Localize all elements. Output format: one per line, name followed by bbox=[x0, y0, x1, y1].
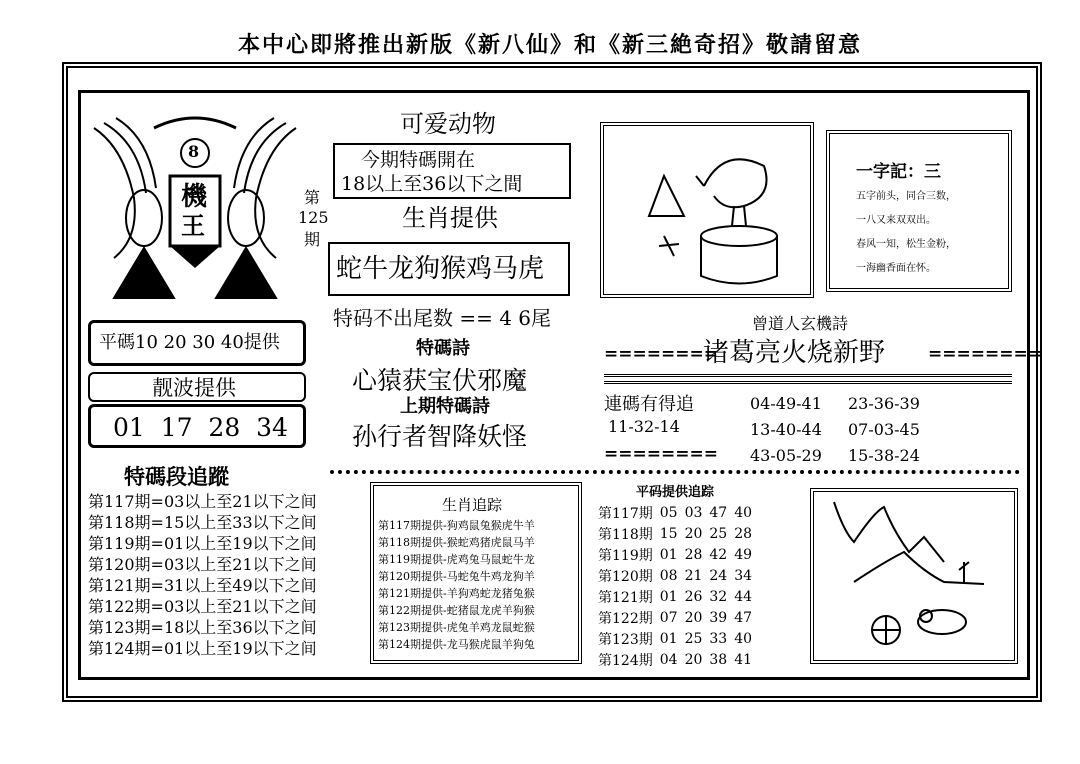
shengxiao-zhui-title: 生肖追踪 bbox=[442, 496, 503, 514]
pingma-zhui-number: 40 bbox=[734, 504, 753, 521]
lianma-first: 11-32-14 bbox=[608, 417, 680, 436]
lianma-value: 43-05-29 bbox=[750, 446, 822, 465]
shengxiao-zhui-list bbox=[378, 520, 535, 650]
lianma-short-bar: ======== bbox=[604, 444, 718, 464]
xuanji-label: 曾道人玄機詩 bbox=[752, 314, 849, 333]
pingma-zhui-row bbox=[598, 544, 759, 565]
lianma-col2 bbox=[848, 396, 920, 464]
shengxiao-box bbox=[328, 242, 570, 296]
prev-poem-text: 孙行者智降妖怪 bbox=[352, 422, 528, 451]
pingma-zhui-number: 49 bbox=[734, 546, 753, 563]
pingma-zhui-row bbox=[598, 649, 759, 670]
pingma-zhui-number: 05 bbox=[659, 504, 678, 521]
pingma-zhui-number: 25 bbox=[709, 525, 728, 542]
duan-row: 第121期=31以上至49以下之间 bbox=[88, 576, 317, 595]
pingma-zhui-number: 04 bbox=[659, 651, 678, 668]
duan-row: 第118期=15以上至33以下之间 bbox=[88, 513, 317, 532]
pingma-zhui-number: 01 bbox=[659, 546, 678, 563]
shengxiao-zhui-row: 第118期提供-猴蛇鸡猪虎鼠马羊 bbox=[378, 536, 535, 549]
pingma-zhui-issue: 第119期 bbox=[598, 547, 653, 564]
pingma-zhui-row bbox=[598, 628, 759, 649]
xuanji-rule bbox=[604, 381, 1012, 384]
crane-picture bbox=[604, 126, 810, 294]
pingma-zhui-number: 21 bbox=[684, 567, 703, 584]
shengxiao-zhui-row: 第124期提供-龙马猴虎鼠羊狗兔 bbox=[378, 638, 535, 651]
pingma-zhui-issue: 第118期 bbox=[598, 526, 653, 543]
pingma-zhui-number: 28 bbox=[684, 546, 703, 563]
xuanji-rule bbox=[604, 374, 1012, 377]
mountain-picture bbox=[814, 492, 1014, 660]
pingma-text: 平碼10 20 30 40提供 bbox=[99, 332, 280, 353]
pingma-zhui-number: 41 bbox=[734, 651, 753, 668]
lianma-label: 連碼有得追 bbox=[604, 394, 694, 415]
pingma-zhui-number: 26 bbox=[684, 588, 703, 605]
pingma-zhui-title: 平码提供追踪 bbox=[636, 485, 715, 500]
shengxiao-zhui-box bbox=[370, 482, 582, 664]
duan-title: 特碼段追蹤 bbox=[124, 464, 229, 489]
pingma-zhui-number: 47 bbox=[734, 609, 753, 626]
weishu-text: 特码不出尾数 == 4 6尾 bbox=[333, 306, 552, 330]
shengxiao-zhui-row: 第122期提供-蛇猪鼠龙虎羊狗猴 bbox=[378, 604, 535, 617]
pingma-zhui-issue: 第120期 bbox=[598, 568, 653, 585]
pingma-zhui-number: 32 bbox=[709, 588, 728, 605]
pingma-zhui-row bbox=[598, 502, 759, 523]
xuanji-title: 诸葛亮火烧新野 bbox=[703, 338, 886, 368]
issue-prefix: 第 bbox=[304, 188, 321, 207]
pingma-zhui-row bbox=[598, 586, 759, 607]
shengxiao-title: 生肖提供 bbox=[402, 204, 498, 232]
pingma-zhui-row bbox=[598, 607, 759, 628]
crane-picture-frame bbox=[600, 122, 814, 298]
shengxiao-zhui-row: 第121期提供-羊狗鸡蛇龙猪兔猴 bbox=[378, 587, 535, 600]
section-divider bbox=[330, 470, 1020, 474]
pingma-zhui-number: 24 bbox=[709, 567, 728, 584]
pingma-zhui-table bbox=[598, 502, 759, 670]
shengxiao-zhui-row: 第117期提供-狗鸡鼠兔猴虎牛羊 bbox=[378, 519, 535, 532]
mountain-picture-frame bbox=[810, 488, 1018, 664]
logo-sign-line1: 機 bbox=[181, 182, 208, 212]
pingma-zhui-number: 39 bbox=[709, 609, 728, 626]
pingma-zhui-issue: 第117期 bbox=[598, 505, 653, 522]
tema-line2: 18以上至36以下之間 bbox=[341, 173, 523, 195]
pingma-zhui-number: 34 bbox=[734, 567, 753, 584]
lianma-value: 04-49-41 bbox=[750, 394, 822, 413]
pingma-zhui-number: 28 bbox=[734, 525, 753, 542]
pingma-zhui-issue: 第121期 bbox=[598, 589, 653, 606]
pingma-zhui-number: 44 bbox=[734, 588, 753, 605]
duan-list bbox=[88, 494, 317, 657]
pingma-zhui-number: 42 bbox=[709, 546, 728, 563]
liangbo-numbers-box bbox=[88, 404, 306, 448]
shengxiao-list: 蛇牛龙狗猴鸡马虎 bbox=[336, 254, 545, 284]
yizi-line: 一八又来双双出。 bbox=[856, 215, 936, 226]
ketuo-animals: 可爱动物 bbox=[400, 110, 496, 138]
duan-row: 第117期=03以上至21以下之间 bbox=[88, 492, 317, 511]
pingma-zhui-row bbox=[598, 565, 759, 586]
liangbo-title: 靓波提供 bbox=[152, 376, 236, 400]
duan-row: 第119期=01以上至19以下之间 bbox=[88, 534, 317, 553]
lianma-value: 23-36-39 bbox=[848, 394, 920, 413]
duan-row: 第120期=03以上至21以下之间 bbox=[88, 555, 317, 574]
logo-badge: 8 bbox=[188, 142, 200, 161]
yizi-title: 一字記：三 bbox=[856, 162, 941, 182]
issue-number: 125 bbox=[298, 208, 329, 227]
liangbo-title-box bbox=[88, 372, 306, 402]
lianma-value: 15-38-24 bbox=[848, 446, 920, 465]
pingma-zhui-issue: 第122期 bbox=[598, 610, 653, 627]
pingma-zhui-number: 20 bbox=[684, 651, 703, 668]
duan-row: 第122期=03以上至21以下之间 bbox=[88, 597, 317, 616]
pingma-zhui-number: 25 bbox=[684, 630, 703, 647]
tema-poem-title: 特碼詩 bbox=[416, 338, 470, 359]
lianma-value: 13-40-44 bbox=[750, 420, 822, 439]
lianma-value: 07-03-45 bbox=[848, 420, 920, 439]
pingma-zhui-number: 47 bbox=[709, 504, 728, 521]
shengxiao-zhui-row: 第119期提供-虎鸡兔马鼠蛇牛龙 bbox=[378, 553, 535, 566]
pingma-zhui-number: 40 bbox=[734, 630, 753, 647]
pingma-zhui-number: 08 bbox=[659, 567, 678, 584]
yizi-line: 五字前头，同合三数， bbox=[856, 191, 956, 202]
shengxiao-zhui-row: 第120期提供-马蛇兔牛鸡龙狗羊 bbox=[378, 570, 535, 583]
yizi-line: 春风一知，松生金粉， bbox=[856, 239, 956, 250]
lianma-col1 bbox=[750, 396, 822, 464]
duan-row: 第124期=01以上至19以下之间 bbox=[88, 639, 317, 658]
yizi-box bbox=[826, 130, 1012, 292]
pingma-zhui-number: 38 bbox=[709, 651, 728, 668]
prev-poem-title: 上期特碼詩 bbox=[400, 396, 490, 417]
pingma-zhui-issue: 第123期 bbox=[598, 631, 653, 648]
pingma-zhui-number: 20 bbox=[684, 609, 703, 626]
yizi-lines bbox=[856, 192, 956, 274]
pingma-zhui-number: 07 bbox=[659, 609, 678, 626]
shengxiao-zhui-row: 第123期提供-虎兔羊鸡龙鼠蛇猴 bbox=[378, 621, 535, 634]
xuanji-right-bar: ======== bbox=[928, 344, 1042, 364]
logo-sign-line2: 王 bbox=[181, 211, 205, 240]
top-notice: 本中心即將推出新版《新八仙》和《新三絶奇招》敬請留意 bbox=[238, 32, 863, 58]
pingma-zhui-number: 33 bbox=[709, 630, 728, 647]
pingma-zhui-row bbox=[598, 523, 759, 544]
pingma-zhui-number: 15 bbox=[659, 525, 678, 542]
pingma-zhui-number: 20 bbox=[684, 525, 703, 542]
tema-poem-text: 心猿获宝伏邪魔 bbox=[352, 366, 528, 395]
logo-emblem bbox=[84, 108, 306, 304]
liangbo-numbers: 01 17 28 34 bbox=[113, 413, 288, 442]
pingma-zhui-number: 03 bbox=[684, 504, 703, 521]
tema-box bbox=[333, 143, 571, 199]
yizi-line: 一海幽香面在怀。 bbox=[856, 263, 936, 274]
tema-line1: 今期特碼開在 bbox=[361, 149, 476, 171]
issue-suffix: 期 bbox=[304, 230, 321, 249]
duan-row: 第123期=18以上至36以下之间 bbox=[88, 618, 317, 637]
pingma-zhui-issue: 第124期 bbox=[598, 652, 653, 669]
pingma-zhui-number: 01 bbox=[659, 588, 678, 605]
pingma-box bbox=[88, 320, 306, 366]
pingma-zhui-number: 01 bbox=[659, 630, 678, 647]
xuanji-left-bar: ======== bbox=[604, 344, 718, 364]
